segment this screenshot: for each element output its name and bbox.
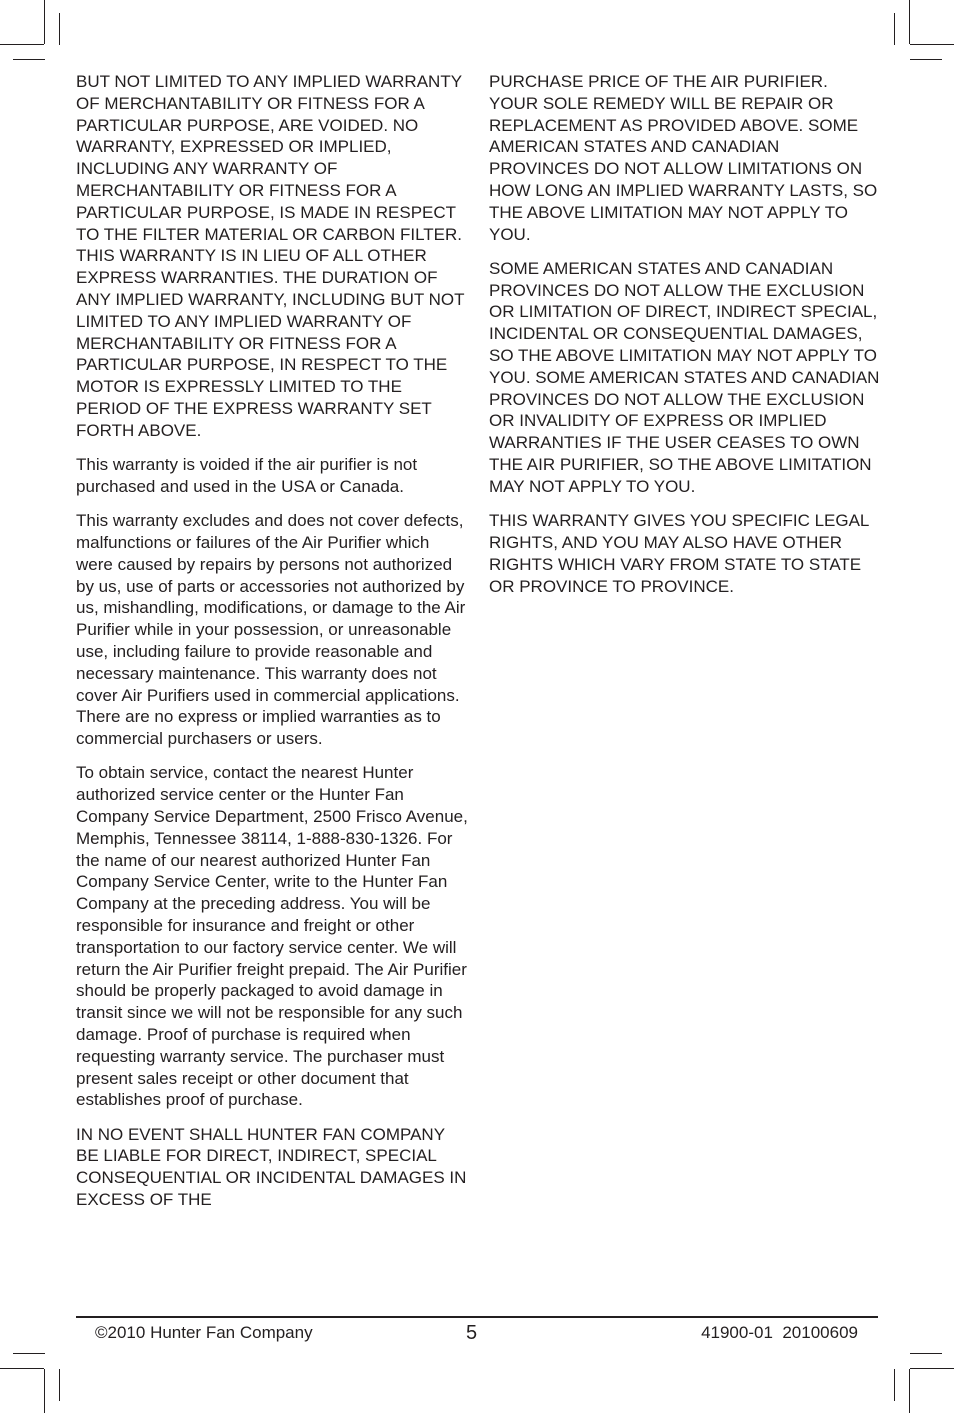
warranty-voided-disclaimer-paragraph: BUT NOT LIMITED TO ANY IMPLIED WARRANTY OF MERCHANTABILITY OR FITNESS FOR A PARTICULAR PURPOSE, ARE VOIDED. NO WARRANTY, EXPRESSED OR IMPLIED, INCLUDING ANY WARRANTY OF MERCHANTABILITY OR FITNESS FOR A PARTICULAR PURPOSE, IS MADE IN RESPECT TO THE FILTER MATERIAL OR CARBON FILTER. THIS WARRANTY IS IN LIEU OF ALL OTHER EXPRESS WARRANTIES. THE DURATION OF ANY IMPLIED WARRANTY, INCLUDING BUT NOT LIMITED TO ANY IMPLIED WARRANTY OF MERCHANTABILITY OR FITNESS FOR A PARTICULAR PURPOSE, IN RESPECT TO THE MOTOR IS EXPRESSLY LIMITED TO THE PERIOD OF THE EXPRESS WARRANTY SET FORTH ABOVE.: [76, 72, 465, 440]
page-number: 5: [466, 1322, 478, 1344]
footer-document-code: 41900-01 20100609: [701, 1323, 858, 1342]
liability-limit-paragraph: IN NO EVENT SHALL HUNTER FAN COMPANY BE LIABLE FOR DIRECT, INDIRECT, SPECIAL CONSEQUENTIAL OR INCIDENTAL DAMAGES IN EXCESS OF THE: [76, 1124, 467, 1210]
left-text-column: [76, 71, 468, 1223]
legal-rights-paragraph: THIS WARRANTY GIVES YOU SPECIFIC LEGAL RIGHTS, AND YOU MAY ALSO HAVE OTHER RIGHTS WHICH VARY FROM STATE TO STATE OR PROVINCE TO PROVINCE.: [489, 511, 869, 596]
usa-canada-paragraph: This warranty is voided if the air purifier is not purchased and used in the USA or Canada.: [76, 455, 418, 496]
footer-divider: [76, 1316, 878, 1318]
right-text-column: [489, 71, 881, 610]
footer-copyright: ©2010 Hunter Fan Company: [95, 1323, 313, 1342]
state-exclusions-paragraph: SOME AMERICAN STATES AND CANADIAN PROVINCES DO NOT ALLOW THE EXCLUSION OR LIMITATION OF DIRECT, INDIRECT SPECIAL, INCIDENTAL OR CONSEQUENTIAL DAMAGES, SO THE ABOVE LIMITATION MAY NOT APPLY TO YOU. SOME AMERICAN STATES AND CANADIAN PROVINCES DO NOT ALLOW THE EXCLUSION OR INVALIDITY OF EXPRESS OR IMPLIED WARRANTIES IF THE USER CEASES TO OWN THE AIR PURIFIER, SO THE ABOVE LIMITATION MAY NOT APPLY TO YOU.: [489, 258, 880, 496]
service-instructions-paragraph: To obtain service, contact the nearest Hunter authorized service center or the Hunter Fan Company Service Department, 2500 Frisco Avenue, Memphis, Tennessee 38114, 1-888-830-1326. For the name of our nearest authorized Hunter Fan Company Service Center, write to the Hunter Fan Company at the preceding address. You will be responsible for insurance and freight or other transportation to our factory service center. We will return the Air Purifier freight prepaid. The Air Purifier should be properly packaged to avoid damage in transit since we will not be responsible for any such damage. Proof of purchase is required when requesting warranty service. The purchaser must present sales receipt or other document that establishes proof of purchase.: [76, 763, 468, 1110]
sole-remedy-paragraph: PURCHASE PRICE OF THE AIR PURIFIER. YOUR SOLE REMEDY WILL BE REPAIR OR REPLACEMENT AS PROVIDED ABOVE. SOME AMERICAN STATES AND CANADIAN PROVINCES DO NOT ALLOW LIMITATIONS ON HOW LONG AN IMPLIED WARRANTY LASTS, SO THE ABOVE LIMITATION MAY NOT APPLY TO YOU.: [489, 72, 878, 244]
exclusions-paragraph: This warranty excludes and does not cover defects, malfunctions or failures of the Air Purifier which were caused by repairs by persons not authorized by us, use of parts or accessories not authorized by us, mishandling, modifications, or damage to the Air Purifier while in your possession, or unreasonable use, including failure to provide reasonable and necessary maintenance. This warranty does not cover Air Purifiers used in commercial applications. There are no express or implied warranties as to commercial purchasers or users.: [76, 511, 466, 749]
